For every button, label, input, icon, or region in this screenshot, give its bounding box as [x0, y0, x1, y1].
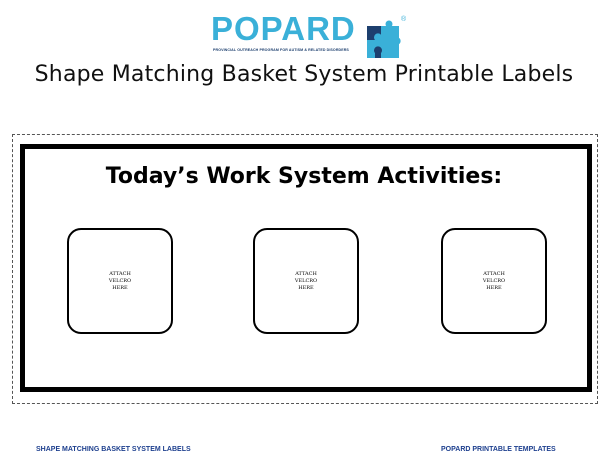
velcro-slot-1: [67, 228, 173, 334]
velcro-slot-text: ATTACH VELCRO HERE: [482, 270, 506, 291]
document-title: Shape Matching Basket System Printable Labels: [34, 62, 574, 87]
velcro-slot-text: ATTACH VELCRO HERE: [294, 270, 318, 291]
velcro-slot-3: [441, 228, 547, 334]
label-heading: Today’s Work System Activities:: [105, 164, 503, 189]
logo-wordmark: POPARD: [211, 10, 356, 47]
logo-tagline: PROVINCIAL OUTREACH PROGRAM FOR AUTISM & RELATED DISORDERS: [213, 48, 349, 52]
logo-registered-mark: ®: [401, 16, 407, 23]
velcro-slot-text: ATTACH VELCRO HERE: [108, 270, 132, 291]
footer-right-label: POPARD PRINTABLE TEMPLATES: [441, 446, 556, 453]
footer-left-label: SHAPE MATCHING BASKET SYSTEM LABELS: [36, 446, 191, 453]
popard-logo: [211, 12, 407, 60]
puzzle-piece-icon: [365, 20, 405, 60]
velcro-slot-2: [253, 228, 359, 334]
